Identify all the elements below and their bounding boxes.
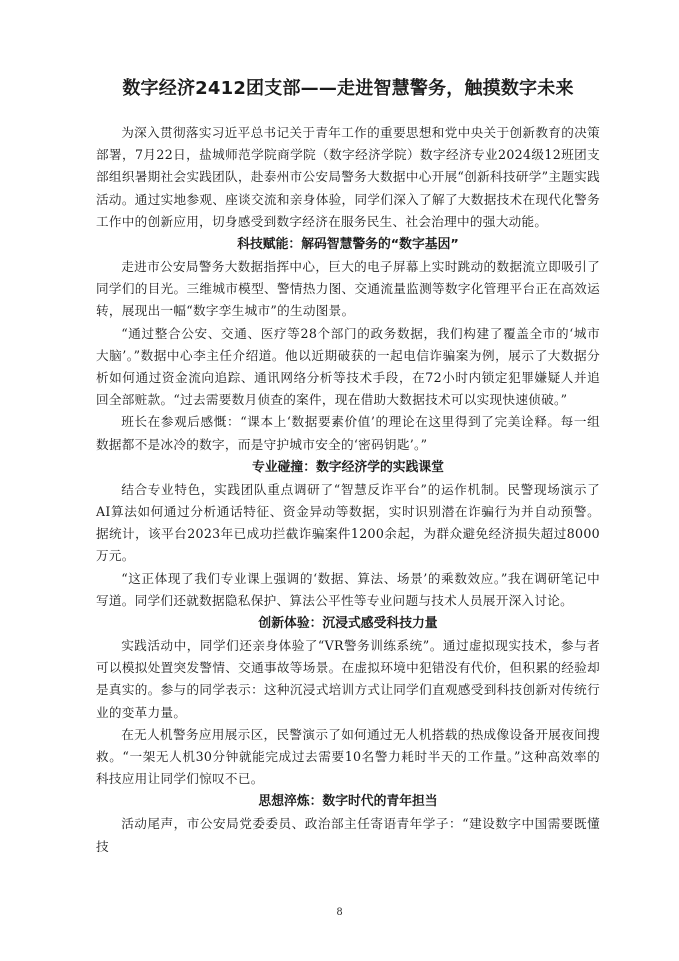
paragraph: 结合专业特色，实践团队重点调研了“智慧反诈平台”的运作机制。民警现场演示了AI算法如何通过分析通话特征、资金异动等数据，实时识别潜在诈骗行为并自动预警。据统计，该平台2023年已成功拦截诈骗案件1200余起，为群众避免经济损失超过8000万元。 <box>96 481 600 564</box>
paragraph: “通过整合公安、交通、医疗等28个部门的政务数据，我们构建了覆盖全市的‘城市大脑’。”数据中心李主任介绍道。他以近期破获的一起电信诈骗案为例，展示了大数据分析如何通过资金流向追踪、通讯网络分析等技术手段，在72小时内锁定犯罪嫌疑人并追回全部赃款。“过去需要数月侦查的案件，现在借助大数据技术可以实现快速侦破。” <box>96 325 600 408</box>
paragraph-intro: 为深入贯彻落实习近平总书记关于青年工作的重要思想和党中央关于创新教育的决策部署，7月22日，盐城师范学院商学院（数字经济学院）数字经济专业2024级12班团支部组织暑期社会实践团队，赴泰州市公安局警务大数据中心开展“创新科技研学”主题实践活动。通过实地参观、座谈交流和亲身体验，同学们深入了解了大数据技术在现代化警务工作中的创新应用，切身感受到数字经济在服务民生、社会治理中的强大动能。 <box>96 125 600 229</box>
paragraph: 班长在参观后感慨：“课本上‘数据要素价值’的理论在这里得到了完美诠释。每一组数据都不是冰冷的数字，而是守护城市安全的‘密码钥匙’。” <box>96 414 600 452</box>
page-number: 8 <box>336 907 343 918</box>
section-heading-thought: 思想淬炼：数字时代的青年担当 <box>258 794 438 810</box>
paragraph: 实践活动中，同学们还亲身体验了“VR警务训练系统”。通过虚拟现实技术，参与者可以模拟处置突发警情、交通事故等场景。在虚拟环境中犯错没有代价，但积累的经验却是真实的。参与的同学表示：这种沉浸式培训方式让同学们直观感受到科技创新对传统行业的变革力量。 <box>96 638 600 720</box>
paragraph: “这正体现了我们专业课上强调的‘数据、算法、场景’的乘数效应。”我在调研笔记中写道。同学们还就数据隐私保护、算法公平性等专业问题与技术人员展开深入讨论。 <box>96 570 600 608</box>
document-title: 数字经济2412团支部——走进智慧警务，触摸数字未来 <box>122 78 574 99</box>
paragraph: 在无人机警务应用展示区，民警演示了如何通过无人机搭载的热成像设备开展夜间搜救。“一架无人机30分钟就能完成过去需要10名警力耗时半天的工作量。”这种高效率的科技应用让同学们惊叹不已。 <box>96 726 600 787</box>
document-page <box>96 74 600 858</box>
section-heading-innovation: 创新体验：沉浸式感受科技力量 <box>258 616 438 632</box>
paragraph: 走进市公安局警务大数据指挥中心，巨大的电子屏幕上实时跳动的数据流立即吸引了同学们的目光。三维城市模型、警情热力图、交通流量监测等数字化管理平台正在高效运转，展现出一幅“数字孪生城市”的生动图景。 <box>96 259 600 319</box>
section-heading-tech: 科技赋能：解码智慧警务的“数字基因” <box>237 237 459 253</box>
section-heading-major: 专业碰撞：数字经济学的实践课堂 <box>252 459 444 475</box>
paragraph: 活动尾声，市公安局党委委员、政治部主任寄语青年学子：“建设数字中国需要既懂技 <box>96 816 600 854</box>
